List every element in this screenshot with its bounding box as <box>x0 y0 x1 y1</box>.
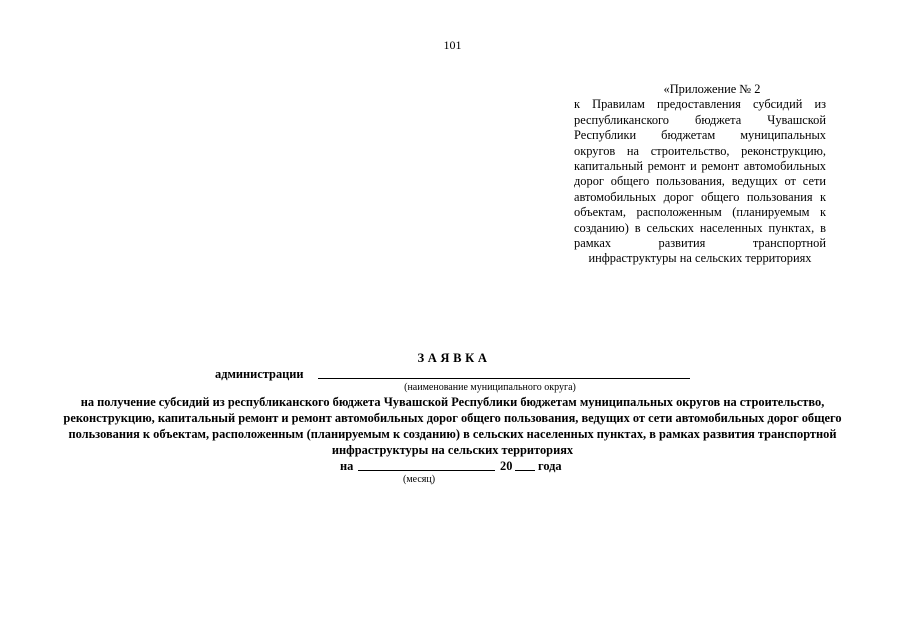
appendix-block <box>574 82 826 267</box>
month-caption: (месяц) <box>403 474 436 485</box>
request-title: ЗАЯВКА <box>417 351 491 365</box>
appendix-body: к Правилам предоставления субсидий из республиканского бюджета Чувашской Республики бюджетам муниципальных округов на строительство, реконструкцию, капитальный ремонт и ремонт автомобильных дорог общего пользования, ведущих от сети автомобильных дорог общего пользования к объектам, расположенным (планируемым к созданию) в сельских населенных пунктах, в рамках развития транспортной инфраструктуры на сельских территориях <box>574 97 826 266</box>
administration-line <box>60 366 845 382</box>
month-year-line <box>60 458 845 474</box>
appendix-title: «Приложение № 2 <box>663 82 761 96</box>
month-caption-row <box>60 474 845 486</box>
month-prefix: на <box>340 459 354 473</box>
municipal-name-blank <box>318 378 690 379</box>
municipal-name-caption: (наименование муниципального округа) <box>404 382 576 393</box>
month-blank <box>358 470 495 471</box>
page-number: 101 <box>443 38 462 52</box>
year-prefix: 20 <box>500 459 513 473</box>
year-word: года <box>538 459 562 473</box>
year-blank <box>515 470 535 471</box>
administration-label: администрации <box>215 367 304 381</box>
request-block <box>60 350 845 486</box>
request-body: на получение субсидий из республиканского бюджета Чувашской Республики бюджетам муниципальных округов на строительство, реконструкцию, капитальный ремонт и ремонт автомобильных дорог общего пользования, ведущих от сети автомобильных дорог общего пользования к объектам, расположенным (планируемым к созданию) в сельских населенных пунктах, в рамках развития транспортной инфраструктуры на сельских территориях <box>63 395 842 457</box>
